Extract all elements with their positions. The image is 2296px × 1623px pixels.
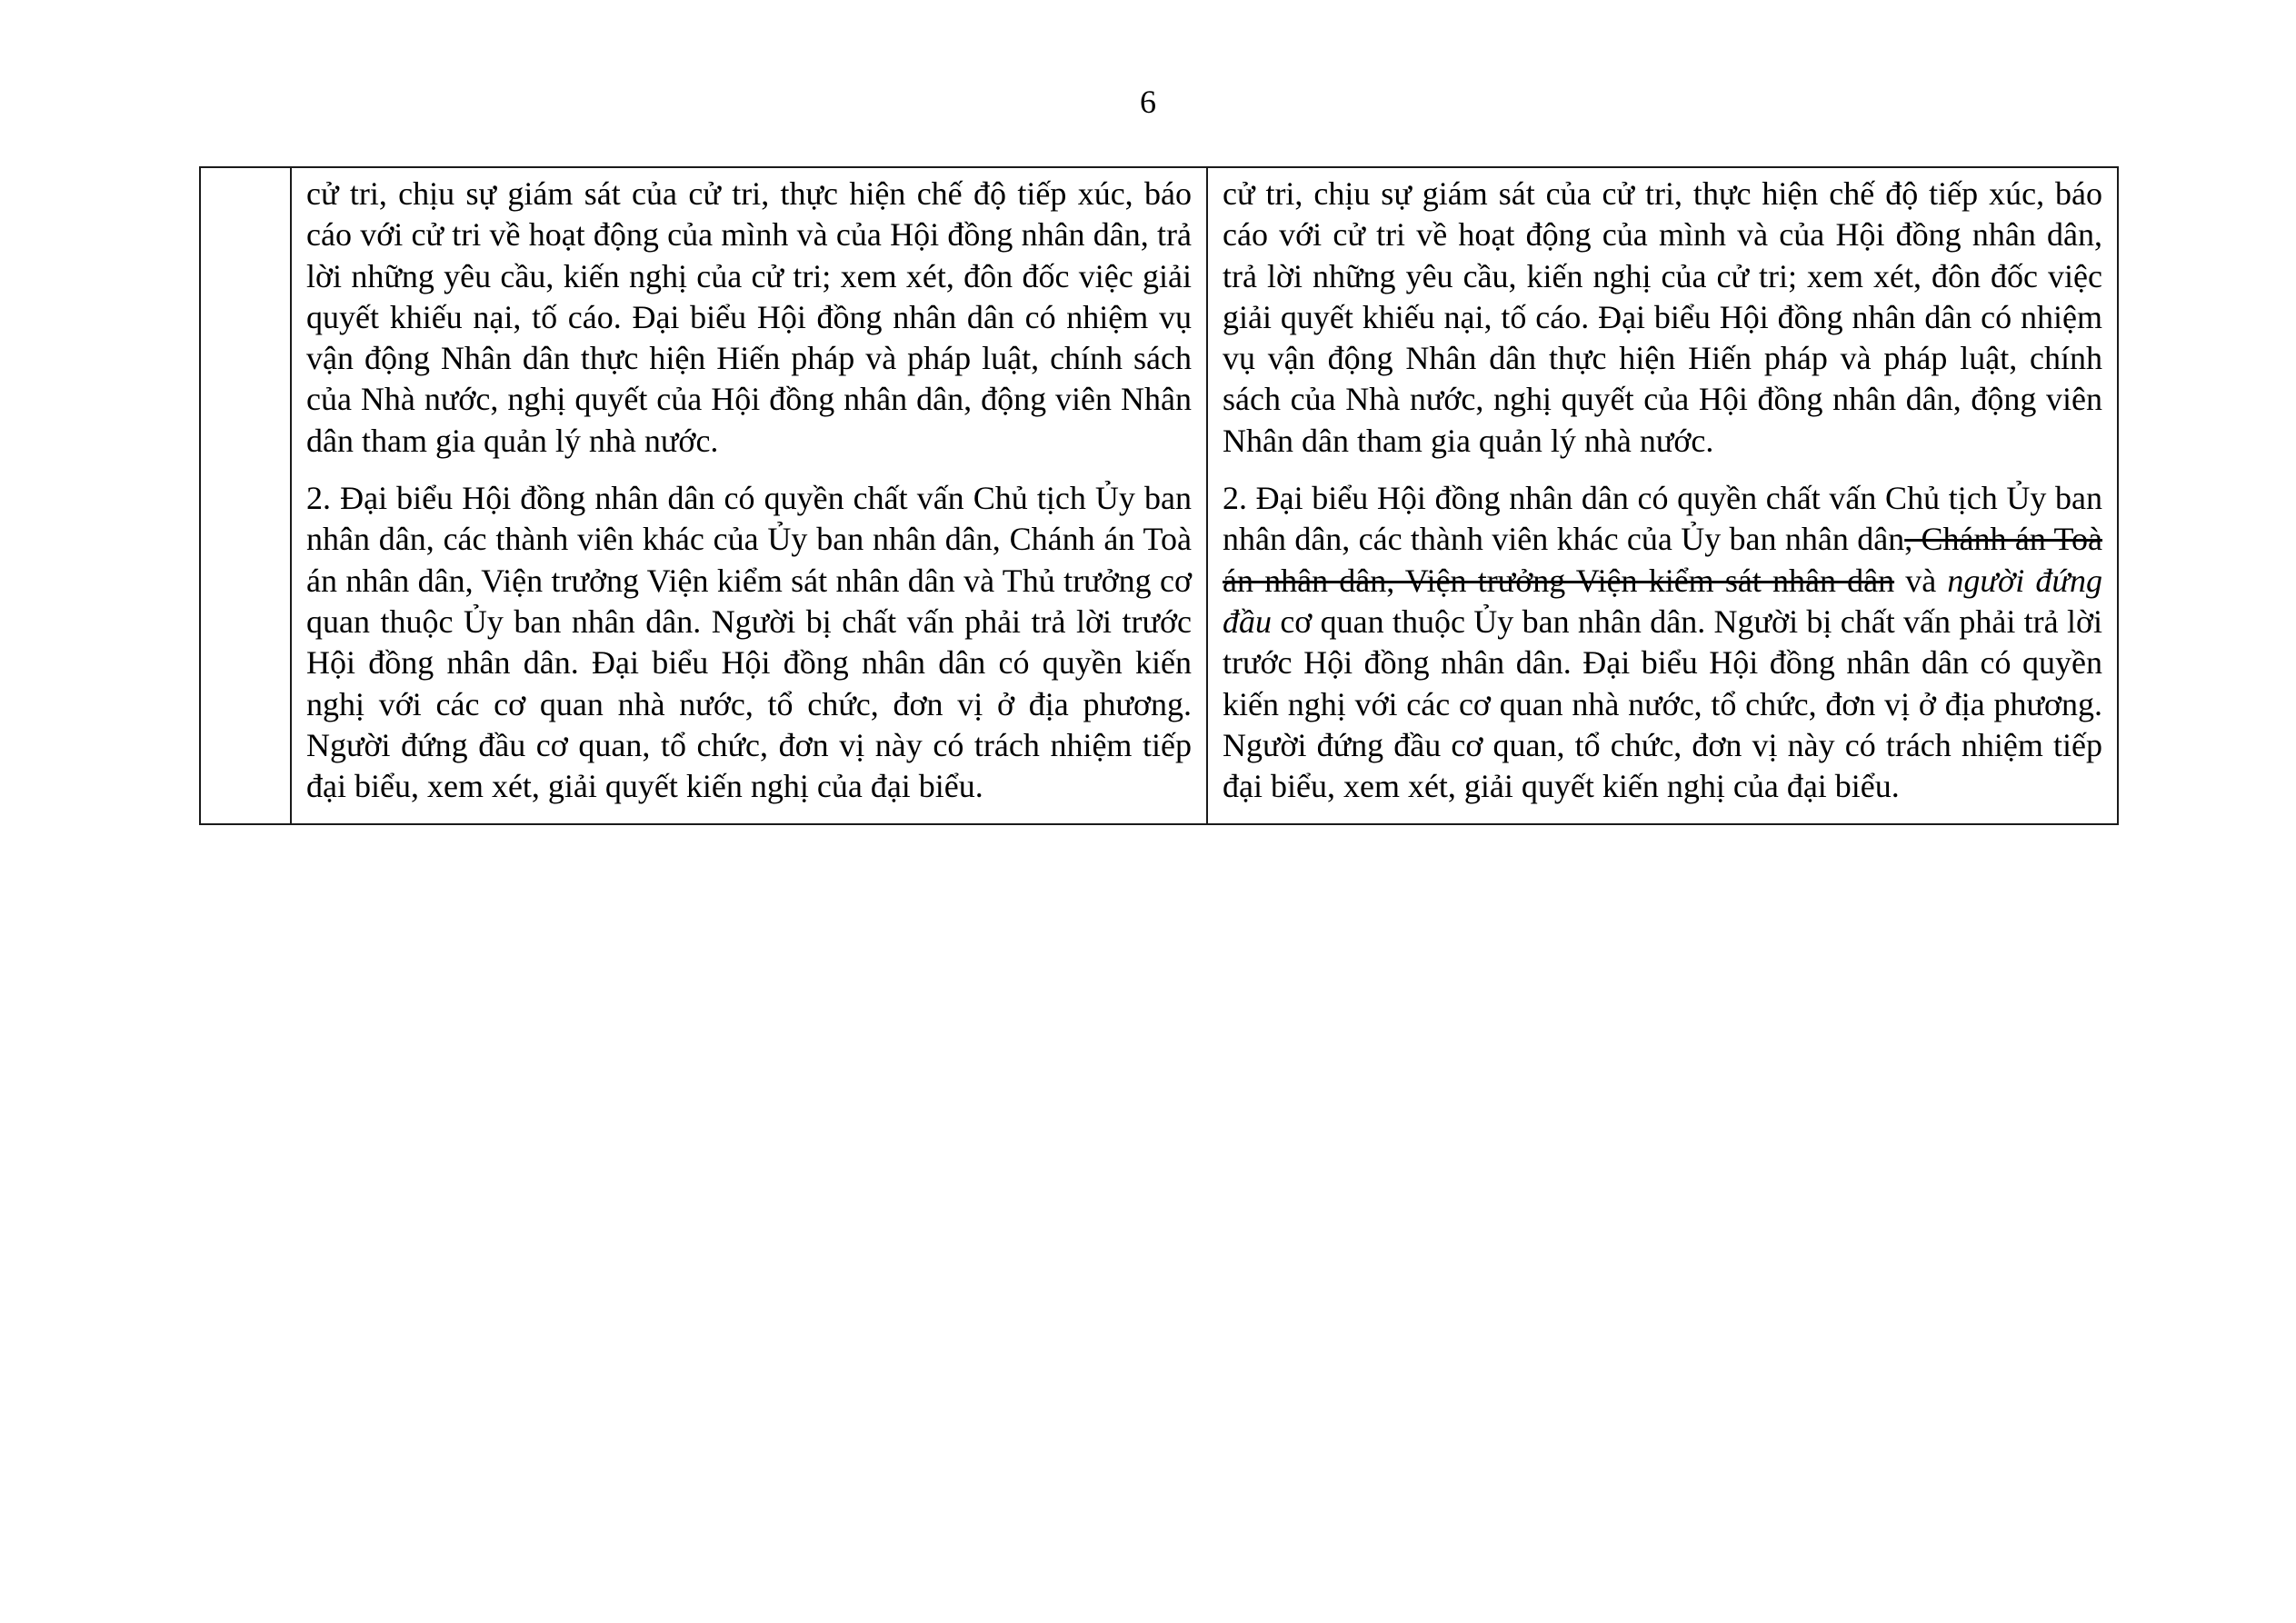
new-paragraph-2-text-start: 2. Đại biểu Hội đồng nhân dân có quyền chất vấn Chủ tịch Ủy ban nhân dân, các thành viên khác của Ủy ban nhân dân <box>1223 480 2102 558</box>
inserted-italic-text: người đứng đầu <box>1223 562 2102 640</box>
page-number: 6 <box>1140 84 1156 120</box>
new-paragraph-2 <box>1223 478 2102 807</box>
table-row <box>200 167 2118 824</box>
old-paragraph-1: cử tri, chịu sự giám sát của cử tri, thực hiện chế độ tiếp xúc, báo cáo với cử tri về hoạt động của mình và của Hội đồng nhân dân, trả lời những yêu cầu, kiến nghị của cử tri; xem xét, đôn đốc việc giải quyết khiếu nại, tố cáo. Đại biểu Hội đồng nhân dân có nhiệm vụ vận động Nhân dân thực hiện Hiến pháp và pháp luật, chính sách của Nhà nước, nghị quyết của Hội đồng nhân dân, động viên Nhân dân tham gia quản lý nhà nước. <box>306 175 1192 459</box>
old-text-cell <box>291 167 1207 824</box>
index-cell-content <box>201 168 290 190</box>
new-text-cell <box>1207 167 2118 824</box>
index-cell <box>200 167 291 824</box>
new-paragraph-2-connector: và <box>1894 562 1948 599</box>
new-paragraph-1: cử tri, chịu sự giám sát của cử tri, thực hiện chế độ tiếp xúc, báo cáo với cử tri về hoạt động của mình và của Hội đồng nhân dân, trả lời những yêu cầu, kiến nghị của cử tri; xem xét, đôn đốc việc giải quyết khiếu nại, tố cáo. Đại biểu Hội đồng nhân dân có nhiệm vụ vận động Nhân dân thực hiện Hiến pháp và pháp luật, chính sách của Nhà nước, nghị quyết của Hội đồng nhân dân, động viên Nhân dân tham gia quản lý nhà nước. <box>1223 175 2102 459</box>
new-paragraph-2-text-end: cơ quan thuộc Ủy ban nhân dân. Người bị chất vấn phải trả lời trước Hội đồng nhân dân. Đại biểu Hội đồng nhân dân có quyền kiến nghị với các cơ quan nhà nước, tổ chức, đơn vị ở địa phương. Người đứng đầu cơ quan, tổ chức, đơn vị này có trách nhiệm tiếp đại biểu, xem xét, giải quyết kiến nghị của đại biểu. <box>1223 602 2102 805</box>
deleted-text: , Chánh án Toà án nhân dân, Viện trưởng Viện kiểm sát nhân dân <box>1223 521 2103 599</box>
old-paragraph-2: 2. Đại biểu Hội đồng nhân dân có quyền chất vấn Chủ tịch Ủy ban nhân dân, các thành viên khác của Ủy ban nhân dân, Chánh án Toà án nhân dân, Viện trưởng Viện kiểm sát nhân dân và Thủ trưởng cơ quan thuộc Ủy ban nhân dân. Người bị chất vấn phải trả lời trước Hội đồng nhân dân. Đại biểu Hội đồng nhân dân có quyền kiến nghị với các cơ quan nhà nước, tổ chức, đơn vị ở địa phương. Người đứng đầu cơ quan, tổ chức, đơn vị này có trách nhiệm tiếp đại biểu, xem xét, giải quyết kiến nghị của đại biểu. <box>306 480 1192 805</box>
comparison-table <box>199 166 2119 825</box>
